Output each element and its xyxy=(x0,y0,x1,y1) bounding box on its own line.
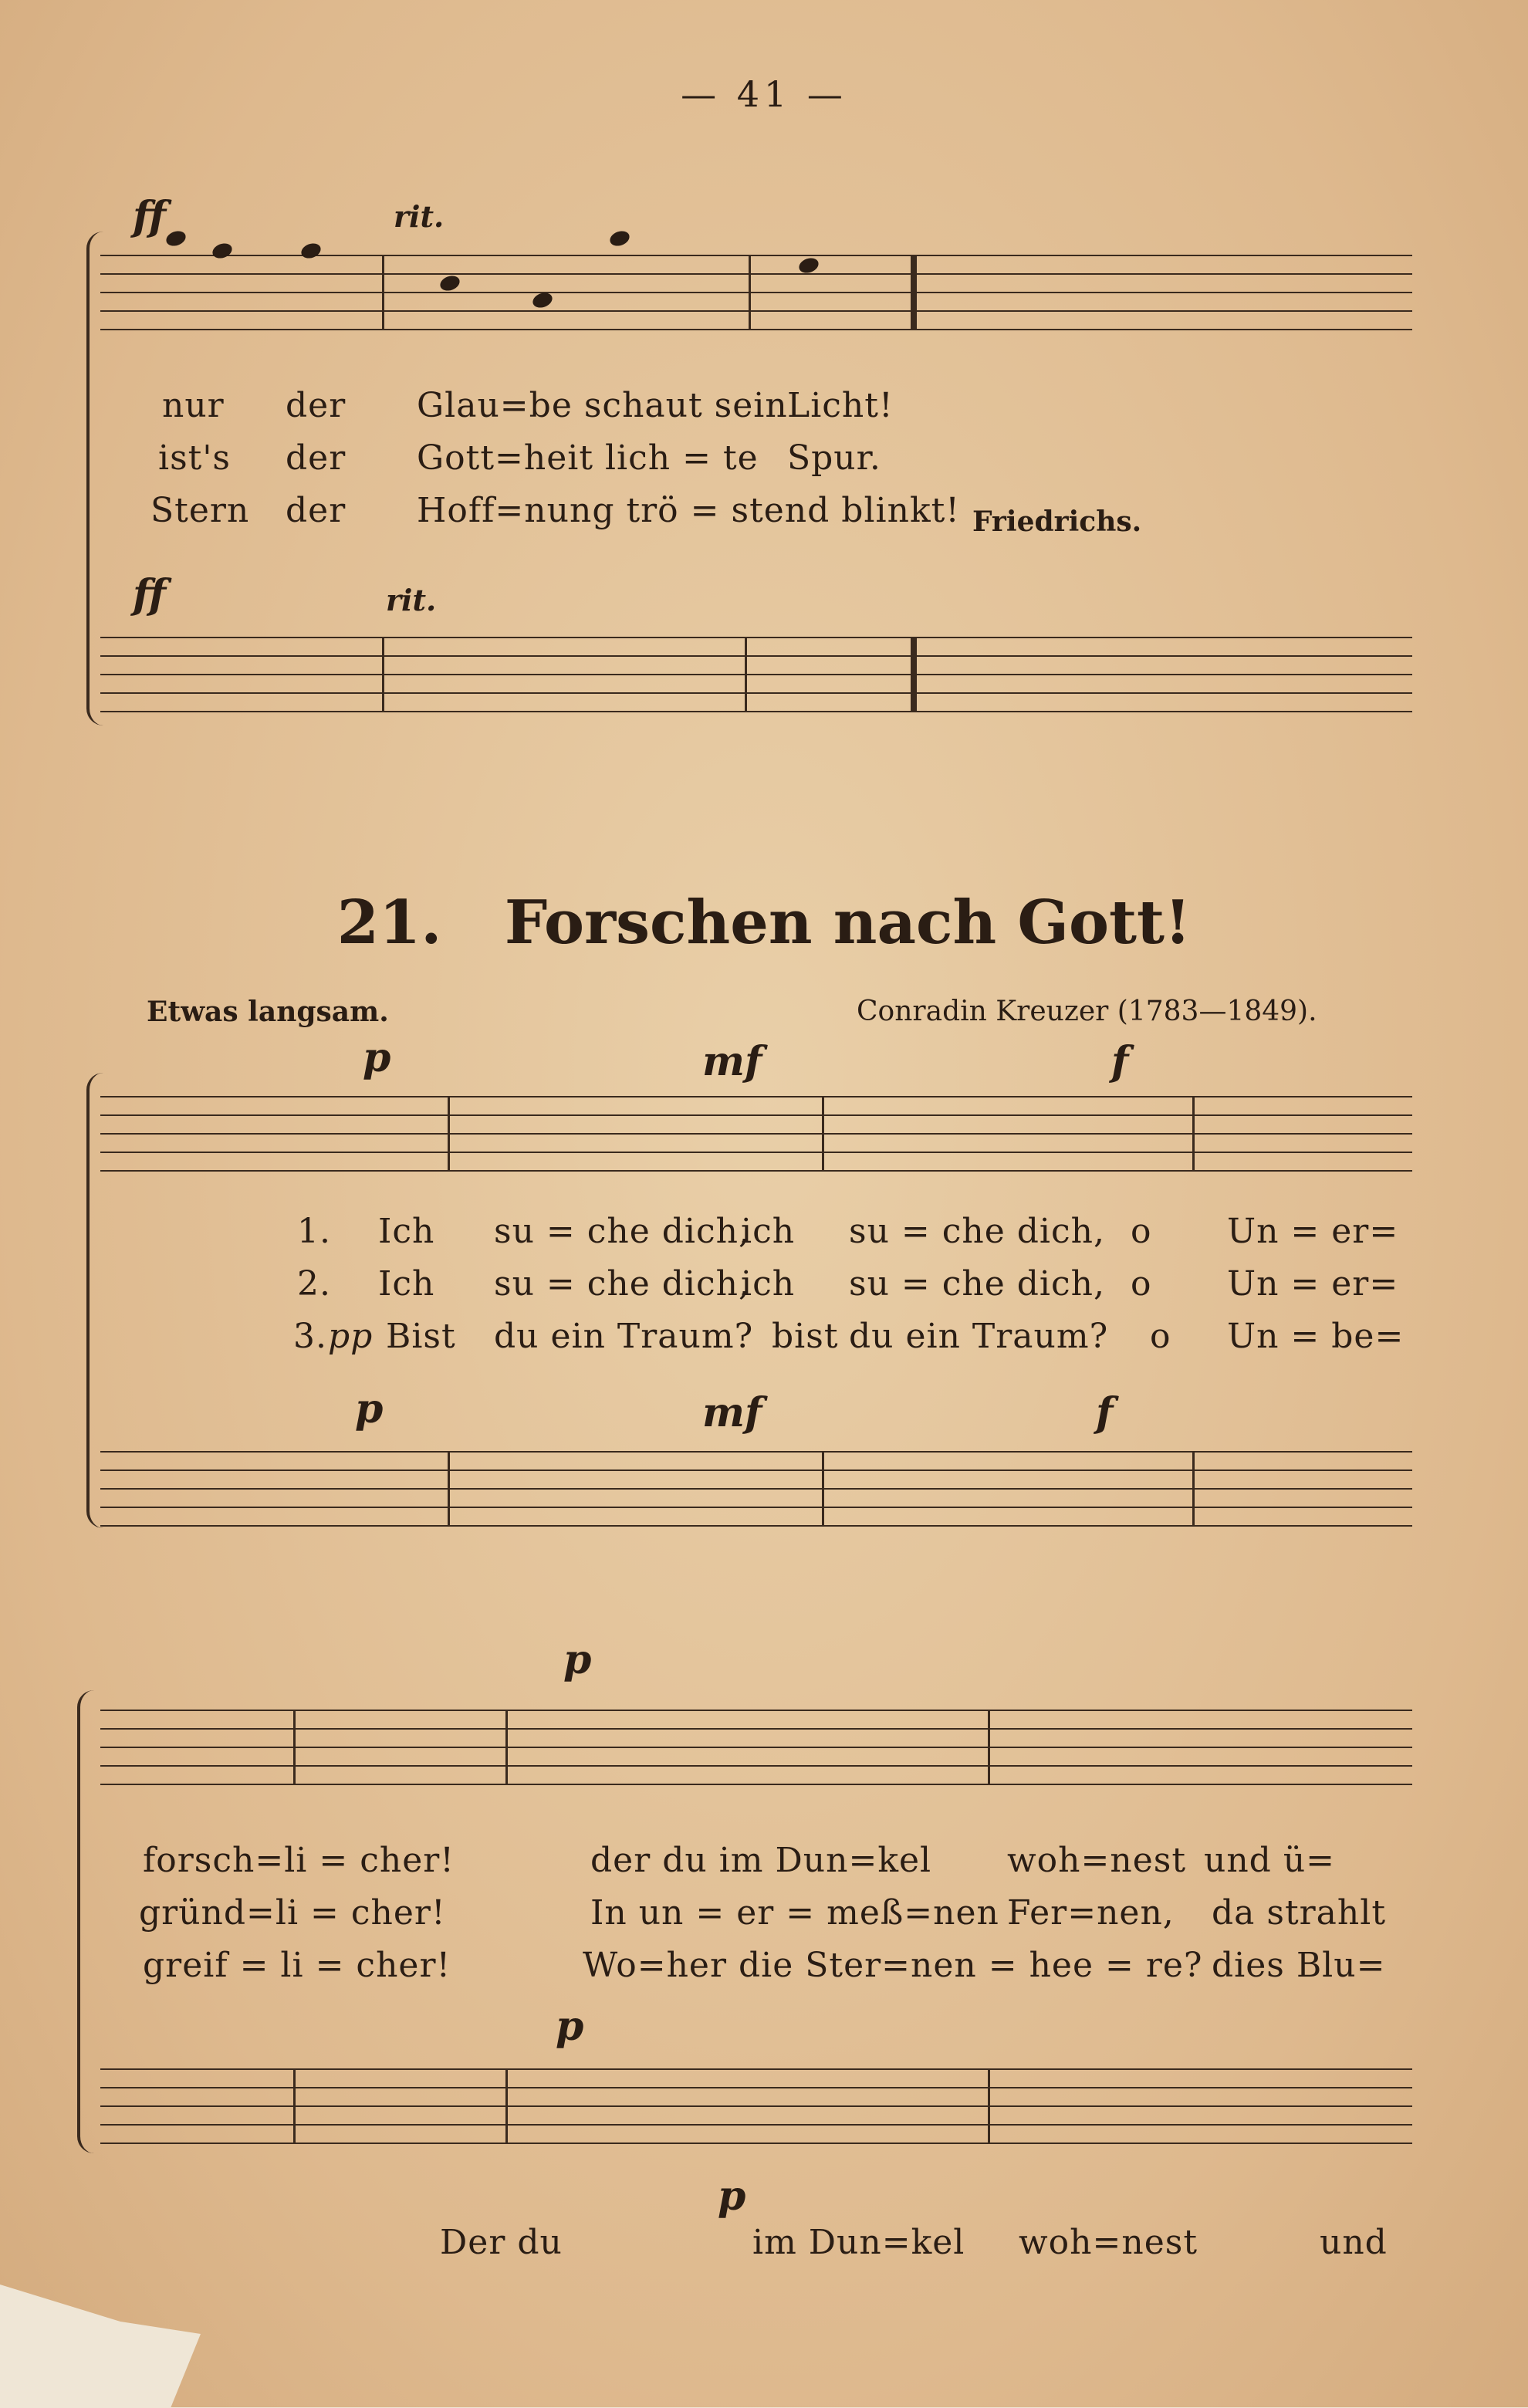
dynamic-p: p xyxy=(556,2003,584,2050)
composer: Conradin Kreuzer (1783—1849). xyxy=(857,996,1317,1027)
lyric: woh=nest xyxy=(1019,2223,1198,2262)
lyric: der xyxy=(286,438,347,478)
song-number: 21. xyxy=(336,888,442,958)
lyric: In un = er = meß=nen xyxy=(590,1893,999,1933)
lyric: und ü= xyxy=(1204,1841,1336,1880)
lyric: ich xyxy=(741,1212,796,1251)
lyric: su = che dich, xyxy=(494,1264,750,1304)
ritardando: rit. xyxy=(386,583,437,617)
dynamic-p: p xyxy=(363,1034,391,1081)
barline xyxy=(382,255,384,329)
lyric: der xyxy=(286,386,347,425)
dynamic-ff: ff xyxy=(133,193,167,240)
dynamic-ff: ff xyxy=(133,571,167,618)
song-title xyxy=(0,888,1528,958)
lyric: ist's xyxy=(158,438,232,478)
ritardando: rit. xyxy=(394,199,445,234)
dynamic-f: f xyxy=(1111,1038,1129,1085)
barline xyxy=(505,2068,508,2143)
lyric: gründ=li = cher! xyxy=(139,1893,446,1933)
treble-staff-top xyxy=(100,255,1412,329)
dynamic-mf: mf xyxy=(702,1389,762,1436)
barline xyxy=(505,1710,508,1784)
lyric: der xyxy=(286,491,347,530)
lyric: Un = er= xyxy=(1227,1264,1399,1304)
lyric: dies Blu= xyxy=(1212,1946,1386,1985)
barline xyxy=(1192,1096,1195,1170)
dynamic-p: p xyxy=(563,1636,592,1683)
lyric: forsch=li = cher! xyxy=(143,1841,455,1880)
barline xyxy=(293,2068,296,2143)
lyric: nur xyxy=(162,386,225,425)
barline xyxy=(745,637,747,711)
lyric: Ich xyxy=(378,1212,435,1251)
lyric: du ein Traum? xyxy=(494,1317,754,1356)
treble-staff-third xyxy=(100,1710,1412,1784)
barline xyxy=(1192,1451,1195,1525)
lyric: im Dun=kel xyxy=(752,2223,965,2262)
dynamic-p: p xyxy=(355,1385,384,1432)
lyric: greif = li = cher! xyxy=(143,1946,451,1985)
lyric: Fer=nen, xyxy=(1007,1893,1175,1933)
barline xyxy=(293,1710,296,1784)
barline xyxy=(448,1096,450,1170)
bass-staff-top xyxy=(100,637,1412,711)
final-barline xyxy=(911,637,917,711)
lyric: ich xyxy=(741,1264,796,1304)
lyric: woh=nest xyxy=(1007,1841,1186,1880)
bass-staff-third xyxy=(100,2068,1412,2143)
final-barline xyxy=(911,255,917,329)
barline xyxy=(822,1451,824,1525)
lyric: Licht! xyxy=(787,386,894,425)
barline xyxy=(382,637,384,711)
lyric: Glau=be schaut sein xyxy=(417,386,788,425)
barline xyxy=(988,1710,990,1784)
lyric: o xyxy=(1131,1264,1152,1304)
lyric: Wo=her die Ster=nen = hee = re? xyxy=(583,1946,1203,1985)
lyric: Hoff=nung trö = stend blinkt! xyxy=(417,491,960,530)
barline xyxy=(822,1096,824,1170)
lyric: und xyxy=(1320,2223,1388,2262)
dynamic-pp: pp xyxy=(328,1317,374,1356)
lyric: der du im Dun=kel xyxy=(590,1841,932,1880)
lyric: o xyxy=(1150,1317,1171,1356)
lyric: Bist xyxy=(386,1317,456,1356)
dynamic-f: f xyxy=(1096,1389,1114,1436)
attribution: Friedrichs. xyxy=(972,506,1142,538)
bass-staff-song xyxy=(100,1451,1412,1525)
lyric: Der du xyxy=(440,2223,563,2262)
verse-number: 3. xyxy=(293,1317,327,1356)
lyric: da strahlt xyxy=(1212,1893,1387,1933)
dynamic-mf: mf xyxy=(702,1038,762,1085)
lyric: su = che dich, xyxy=(849,1264,1105,1304)
dynamic-p: p xyxy=(718,2173,746,2220)
page-number: — 41 — xyxy=(681,73,847,115)
verse-number: 1. xyxy=(297,1212,331,1251)
lyric: Gott=heit lich = te xyxy=(417,438,759,478)
lyric: Un = be= xyxy=(1227,1317,1405,1356)
song-title-text: Forschen nach Gott! xyxy=(504,888,1192,958)
lyric: Spur. xyxy=(787,438,881,478)
verse-number: 2. xyxy=(297,1264,331,1304)
barline xyxy=(988,2068,990,2143)
lyric: Ich xyxy=(378,1264,435,1304)
barline xyxy=(749,255,751,329)
tempo-marking: Etwas langsam. xyxy=(147,996,389,1028)
treble-staff-song xyxy=(100,1096,1412,1170)
lyric: o xyxy=(1131,1212,1152,1251)
lyric: su = che dich, xyxy=(494,1212,750,1251)
lyric: su = che dich, xyxy=(849,1212,1105,1251)
lyric: Un = er= xyxy=(1227,1212,1399,1251)
lyric: bist xyxy=(772,1317,839,1356)
lyric: du ein Traum? xyxy=(849,1317,1109,1356)
barline xyxy=(448,1451,450,1525)
lyric: Stern xyxy=(150,491,250,530)
system-brace xyxy=(77,1690,94,2153)
